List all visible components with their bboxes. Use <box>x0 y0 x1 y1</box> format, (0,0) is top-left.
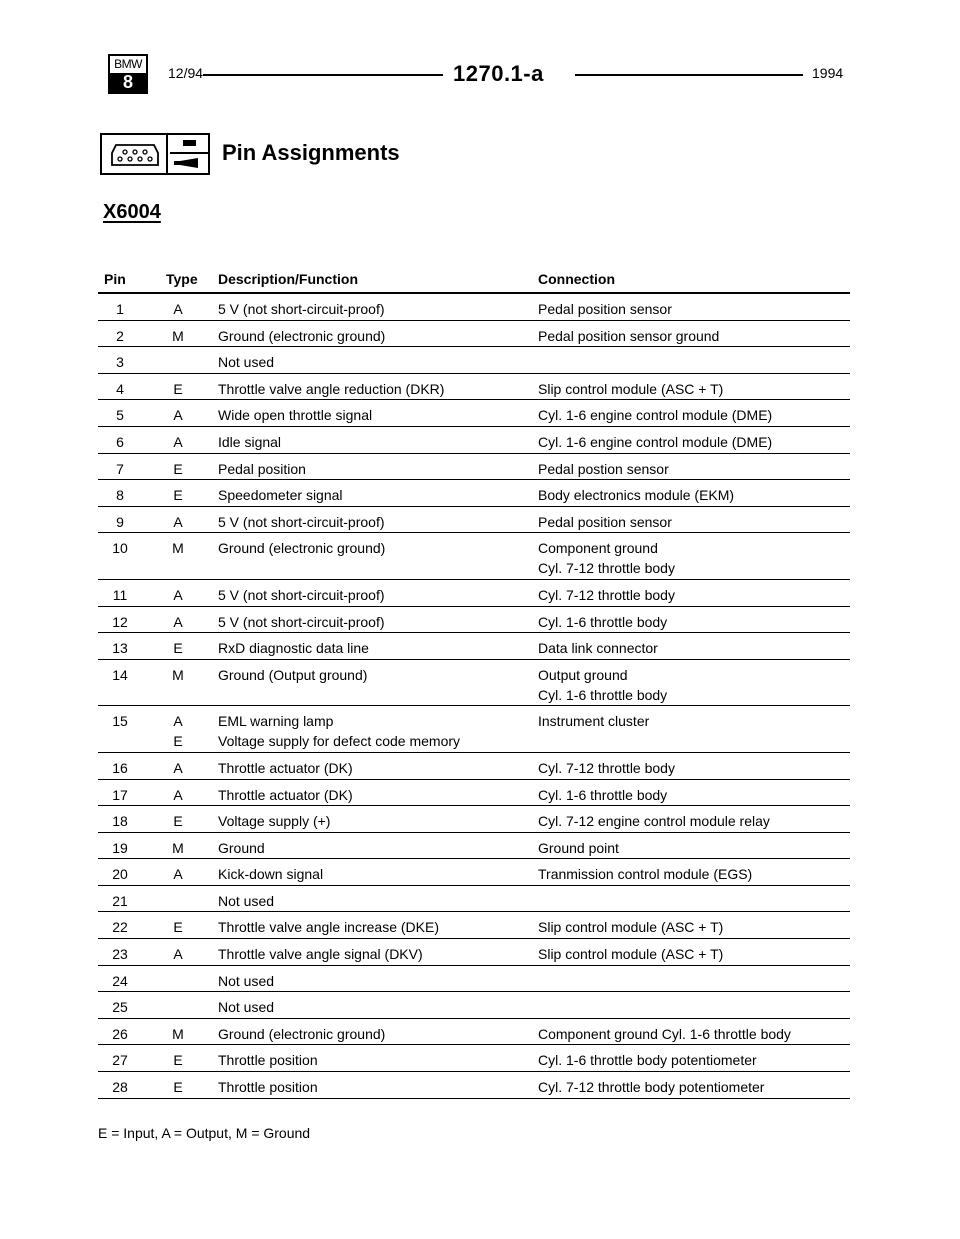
table-row <box>98 374 850 401</box>
table-row <box>98 1019 850 1046</box>
pin-type-line: E <box>173 1079 183 1096</box>
pin-connection-line: Ground point <box>538 839 619 856</box>
pin-type <box>164 326 192 346</box>
table-row <box>98 507 850 534</box>
pin-description-line: EML warning lamp <box>218 713 334 730</box>
pin-number: 23 <box>112 946 128 963</box>
pin-description <box>218 612 528 632</box>
pin-number: 24 <box>112 972 128 989</box>
document-code: 1270.1-a <box>453 61 544 86</box>
pin-description-line: Throttle valve angle reduction (DKR) <box>218 380 445 397</box>
pin-connection-line: Slip control module (ASC + T) <box>538 946 724 963</box>
table-row <box>98 886 850 913</box>
pin-number: 25 <box>112 999 128 1016</box>
pin-type-line: M <box>172 327 184 344</box>
pin-description-line: Ground (electronic ground) <box>218 1025 386 1042</box>
pin-description-line: Not used <box>218 999 275 1016</box>
pin-type-line: M <box>172 839 184 856</box>
pin-assignment-table <box>98 265 850 1099</box>
pin-description <box>218 864 528 884</box>
table-row <box>98 607 850 634</box>
pin-connection-line: Cyl. 1-6 engine control module (DME) <box>538 407 773 424</box>
table-row <box>98 753 850 780</box>
column-header-type: Type <box>166 271 198 287</box>
pin-connection <box>538 944 850 964</box>
pin-connection <box>538 1050 850 1070</box>
table-row <box>98 833 850 860</box>
pin-connection-line: Slip control module (ASC + T) <box>538 919 724 936</box>
pin-connection <box>538 405 850 425</box>
pin-number: 26 <box>112 1025 128 1042</box>
pin-connection-line: Cyl. 7-12 throttle body <box>538 759 675 776</box>
pin-number: 8 <box>116 487 124 504</box>
table-body <box>98 294 850 1099</box>
logo-brand-text: BMW <box>114 57 142 71</box>
pin-number: 9 <box>116 513 124 530</box>
pin-type <box>164 485 192 505</box>
pin-number: 17 <box>112 786 128 803</box>
pin-connection-line: Cyl. 7-12 throttle body potentiometer <box>538 1079 765 1096</box>
pin-description <box>218 944 528 964</box>
pin-number: 21 <box>112 892 128 909</box>
pin-number: 13 <box>112 640 128 657</box>
pin-connection-line: Slip control module (ASC + T) <box>538 380 724 397</box>
header-year: 1994 <box>812 65 844 81</box>
column-header-connection: Connection <box>538 271 615 287</box>
pin-number: 15 <box>112 713 128 730</box>
pin-number: 19 <box>112 839 128 856</box>
pin-connection <box>538 758 850 778</box>
pin-description-line: Ground <box>218 839 265 856</box>
pin-connection-line: Pedal position sensor <box>538 513 672 530</box>
pin-connection-line: Output ground <box>538 666 628 683</box>
pin-type <box>164 811 192 831</box>
pin-description <box>218 1024 528 1044</box>
pin-number: 18 <box>112 813 128 830</box>
table-row <box>98 992 850 1019</box>
pin-type-line: A <box>173 586 183 603</box>
pin-connection <box>538 785 850 805</box>
pin-type-line: A <box>173 407 183 424</box>
pin-type-line: E <box>173 460 183 477</box>
pin-description <box>218 838 528 858</box>
connector-icon <box>110 143 160 167</box>
pin-type <box>164 917 192 937</box>
table-row <box>98 480 850 507</box>
table-header <box>98 265 850 294</box>
pin-description <box>218 758 528 778</box>
pin-type <box>164 864 192 884</box>
pin-description <box>218 379 528 399</box>
pin-description-line: Throttle valve angle signal (DKV) <box>218 946 423 963</box>
pin-connection <box>538 459 850 479</box>
pin-type-line: E <box>173 733 183 750</box>
pin-type <box>164 538 192 558</box>
pin-connection-line: Pedal position sensor <box>538 301 672 317</box>
table-row <box>98 939 850 966</box>
pin-description-line: Speedometer signal <box>218 487 343 504</box>
pin-connection <box>538 864 850 884</box>
pin-type-line: E <box>173 640 183 657</box>
pin-description-line: Ground (electronic ground) <box>218 540 386 557</box>
pin-number: 4 <box>116 380 124 397</box>
pin-type-line: A <box>173 713 183 730</box>
pin-number: 28 <box>112 1079 128 1096</box>
pin-description-line: Idle signal <box>218 433 282 450</box>
pin-connection-line: Cyl. 7-12 throttle body <box>538 560 675 577</box>
table-row <box>98 1045 850 1072</box>
pin-type <box>164 758 192 778</box>
pin-description <box>218 352 528 372</box>
pin-number: 10 <box>112 540 128 557</box>
pin-description <box>218 971 528 991</box>
pin-description-line: 5 V (not short-circuit-proof) <box>218 513 385 530</box>
pin-type-line: A <box>173 513 183 530</box>
pin-description-line: Not used <box>218 892 275 909</box>
pin-connection-line: Cyl. 1-6 throttle body <box>538 613 668 630</box>
page-header <box>0 0 960 110</box>
pin-description-line: Wide open throttle signal <box>218 407 373 424</box>
pin-description-line: Pedal position <box>218 460 306 477</box>
table-row <box>98 706 850 753</box>
pin-connection <box>538 485 850 505</box>
pin-connection-line: Component ground Cyl. 1-6 throttle body <box>538 1025 791 1042</box>
pin-connection <box>538 638 850 658</box>
column-header-description: Description/Function <box>218 271 358 287</box>
pin-type-line: E <box>173 380 183 397</box>
pin-connection-line: Cyl. 7-12 engine control module relay <box>538 813 770 830</box>
pin-type-line: A <box>173 613 183 630</box>
table-row <box>98 321 850 348</box>
table-row <box>98 400 850 427</box>
pin-connection-line: Cyl. 1-6 throttle body potentiometer <box>538 1052 757 1069</box>
pin-description <box>218 1077 528 1097</box>
pin-connection <box>538 811 850 831</box>
pin-connection <box>538 838 850 858</box>
pin-description <box>218 917 528 937</box>
column-header-pin: Pin <box>104 271 126 287</box>
pin-type <box>164 612 192 632</box>
pin-connection <box>538 1024 850 1044</box>
pin-connection-line: Instrument cluster <box>538 713 650 730</box>
pin-description <box>218 891 528 911</box>
connector-id: X6004 <box>103 201 161 223</box>
table-row <box>98 294 850 321</box>
pin-type <box>164 944 192 964</box>
pin-type <box>164 585 192 605</box>
logo-series-text: 8 <box>110 73 146 92</box>
pin-type <box>164 1024 192 1044</box>
pin-type <box>164 838 192 858</box>
pin-connection-line: Pedal postion sensor <box>538 460 669 477</box>
pin-type-line: M <box>172 540 184 557</box>
pin-description-line: RxD diagnostic data line <box>218 640 369 657</box>
pin-number: 12 <box>112 613 128 630</box>
pin-type-line: A <box>173 301 183 317</box>
table-row <box>98 660 850 707</box>
section-icon-box <box>100 133 210 175</box>
pin-description-line: 5 V (not short-circuit-proof) <box>218 613 385 630</box>
pin-type-line: E <box>173 813 183 830</box>
pin-description <box>218 997 528 1017</box>
table-row <box>98 859 850 886</box>
pin-header-icon <box>170 137 208 171</box>
pin-type-line: M <box>172 666 184 683</box>
pin-description <box>218 432 528 452</box>
pin-type <box>164 1050 192 1070</box>
pin-connection <box>538 379 850 399</box>
pin-description <box>218 512 528 532</box>
pin-type <box>164 711 192 751</box>
pin-description-line: Voltage supply (+) <box>218 813 331 830</box>
pin-connection <box>538 665 850 705</box>
pin-connection <box>538 917 850 937</box>
pin-type <box>164 459 192 479</box>
pin-type <box>164 405 192 425</box>
pin-number: 7 <box>116 460 124 477</box>
pin-type <box>164 379 192 399</box>
pin-connection <box>538 538 850 578</box>
pin-description-line: 5 V (not short-circuit-proof) <box>218 301 385 317</box>
pin-type <box>164 432 192 452</box>
table-row <box>98 912 850 939</box>
pin-type-line: A <box>173 433 183 450</box>
pin-number: 3 <box>116 354 124 371</box>
pin-description-line: 5 V (not short-circuit-proof) <box>218 586 385 603</box>
pin-number: 16 <box>112 759 128 776</box>
pin-description-line: Not used <box>218 972 275 989</box>
pin-connection-line: Cyl. 1-6 engine control module (DME) <box>538 433 773 450</box>
pin-number: 22 <box>112 919 128 936</box>
table-row <box>98 454 850 481</box>
pin-description <box>218 785 528 805</box>
pin-type <box>164 299 192 319</box>
header-rule-left <box>203 74 443 76</box>
pin-connection-line: Data link connector <box>538 640 658 657</box>
table-row <box>98 966 850 993</box>
icon-divider <box>166 135 168 173</box>
pin-description <box>218 299 528 319</box>
pin-type-line: A <box>173 946 183 963</box>
pin-connection <box>538 1077 850 1097</box>
pin-description <box>218 459 528 479</box>
pin-number: 1 <box>116 301 124 317</box>
pin-connection <box>538 711 850 731</box>
pin-description <box>218 485 528 505</box>
table-row <box>98 1072 850 1099</box>
pin-type-line: E <box>173 487 183 504</box>
pin-description-line: Ground (electronic ground) <box>218 327 386 344</box>
pin-description <box>218 665 528 685</box>
pin-description-line: Throttle actuator (DK) <box>218 786 353 803</box>
pin-connection <box>538 585 850 605</box>
pin-description-line: Throttle position <box>218 1079 318 1096</box>
pin-type <box>164 638 192 658</box>
pin-connection-line: Body electronics module (EKM) <box>538 487 735 504</box>
pin-description <box>218 326 528 346</box>
header-rule-right <box>575 74 803 76</box>
section-title: Pin Assignments <box>222 140 400 165</box>
pin-number: 20 <box>112 866 128 883</box>
pin-type <box>164 512 192 532</box>
pin-number: 14 <box>112 666 128 683</box>
pin-type-line: A <box>173 759 183 776</box>
pin-connection <box>538 612 850 632</box>
pin-type <box>164 1077 192 1097</box>
pin-type <box>164 785 192 805</box>
table-row <box>98 580 850 607</box>
pin-description <box>218 1050 528 1070</box>
bmw-8-logo <box>108 54 148 94</box>
pin-description <box>218 811 528 831</box>
pin-number: 5 <box>116 407 124 424</box>
pin-description-line: Throttle valve angle increase (DKE) <box>218 919 439 936</box>
pin-number: 27 <box>112 1052 128 1069</box>
pin-connection-line: Tranmission control module (EGS) <box>538 866 753 883</box>
pin-number: 11 <box>112 586 128 603</box>
pin-connection <box>538 512 850 532</box>
pin-description-line: Throttle position <box>218 1052 318 1069</box>
table-row <box>98 533 850 580</box>
pin-type-line: E <box>173 919 183 936</box>
pin-connection <box>538 432 850 452</box>
table-row <box>98 347 850 374</box>
pin-type <box>164 665 192 685</box>
pin-type-line: E <box>173 1052 183 1069</box>
pin-description <box>218 405 528 425</box>
pin-connection-line: Cyl. 1-6 throttle body <box>538 686 668 703</box>
table-row <box>98 806 850 833</box>
pin-description <box>218 585 528 605</box>
pin-connection-line: Cyl. 1-6 throttle body <box>538 786 668 803</box>
pin-description <box>218 711 528 751</box>
table-row <box>98 427 850 454</box>
pin-type-line: A <box>173 786 183 803</box>
type-legend: E = Input, A = Output, M = Ground <box>98 1125 311 1141</box>
table-row <box>98 780 850 807</box>
pin-connection-line: Pedal position sensor ground <box>538 327 720 344</box>
pin-description <box>218 538 528 558</box>
pin-description-line: Throttle actuator (DK) <box>218 759 353 776</box>
pin-number: 6 <box>116 433 124 450</box>
pin-number: 2 <box>116 327 124 344</box>
pin-description <box>218 638 528 658</box>
pin-type-line: M <box>172 1025 184 1042</box>
pin-description-line: Not used <box>218 354 275 371</box>
header-date: 12/94 <box>168 65 204 81</box>
pin-connection-line: Cyl. 7-12 throttle body <box>538 586 675 603</box>
pin-type-line: A <box>173 866 183 883</box>
pin-description-line: Voltage supply for defect code memory <box>218 733 461 750</box>
table-row <box>98 633 850 660</box>
pin-connection <box>538 326 850 346</box>
pin-connection <box>538 299 850 319</box>
pin-description-line: Ground (Output ground) <box>218 666 368 683</box>
pin-connection-line: Component ground <box>538 540 658 557</box>
pin-description-line: Kick-down signal <box>218 866 324 883</box>
